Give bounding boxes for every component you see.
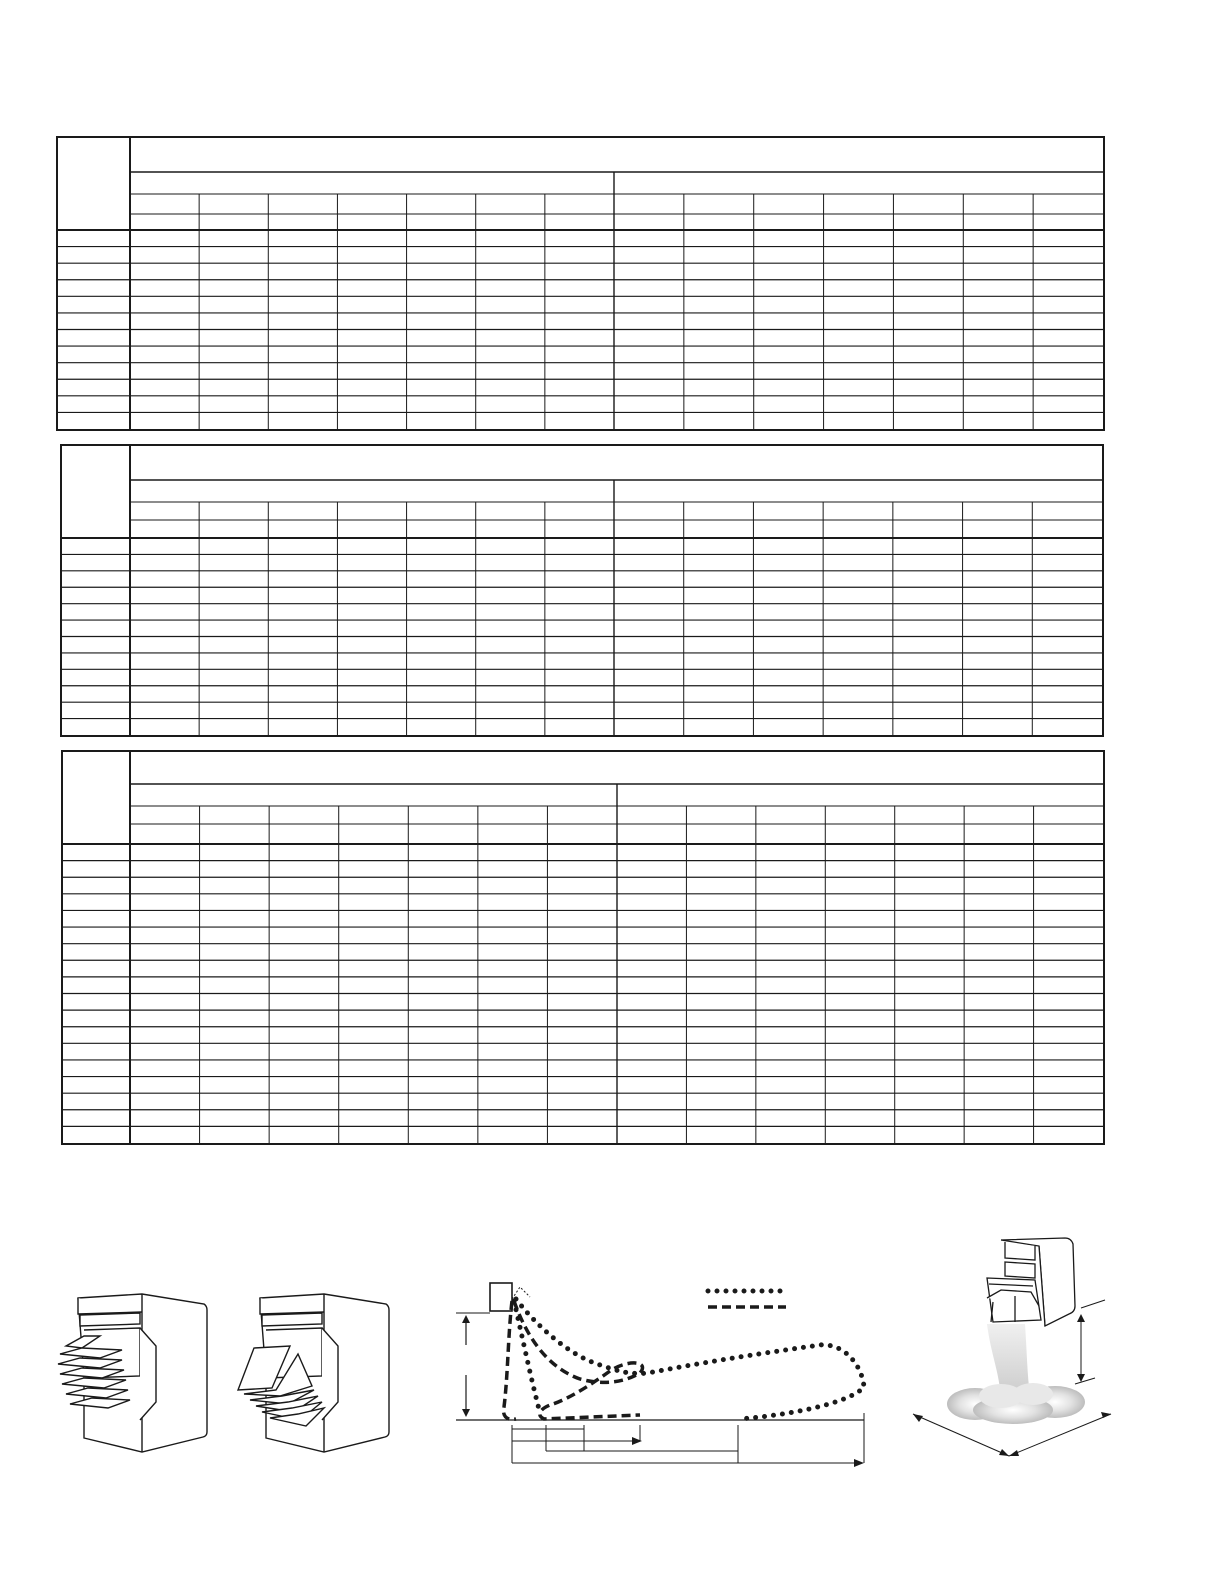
table-1-grid [58,138,1107,433]
table-2-grid [62,446,1106,739]
data-table-3 [61,750,1105,1145]
unit-heater-horizontal-louvers-icon [44,1290,214,1455]
air-throw-pattern-icon [450,1275,880,1475]
table-3-grid [63,752,1107,1147]
unit-heater-downblow-icon [905,1236,1115,1461]
data-table-2 [60,444,1104,737]
data-table-1 [56,136,1105,431]
unit-heater-angled-louvers-icon [226,1290,396,1455]
